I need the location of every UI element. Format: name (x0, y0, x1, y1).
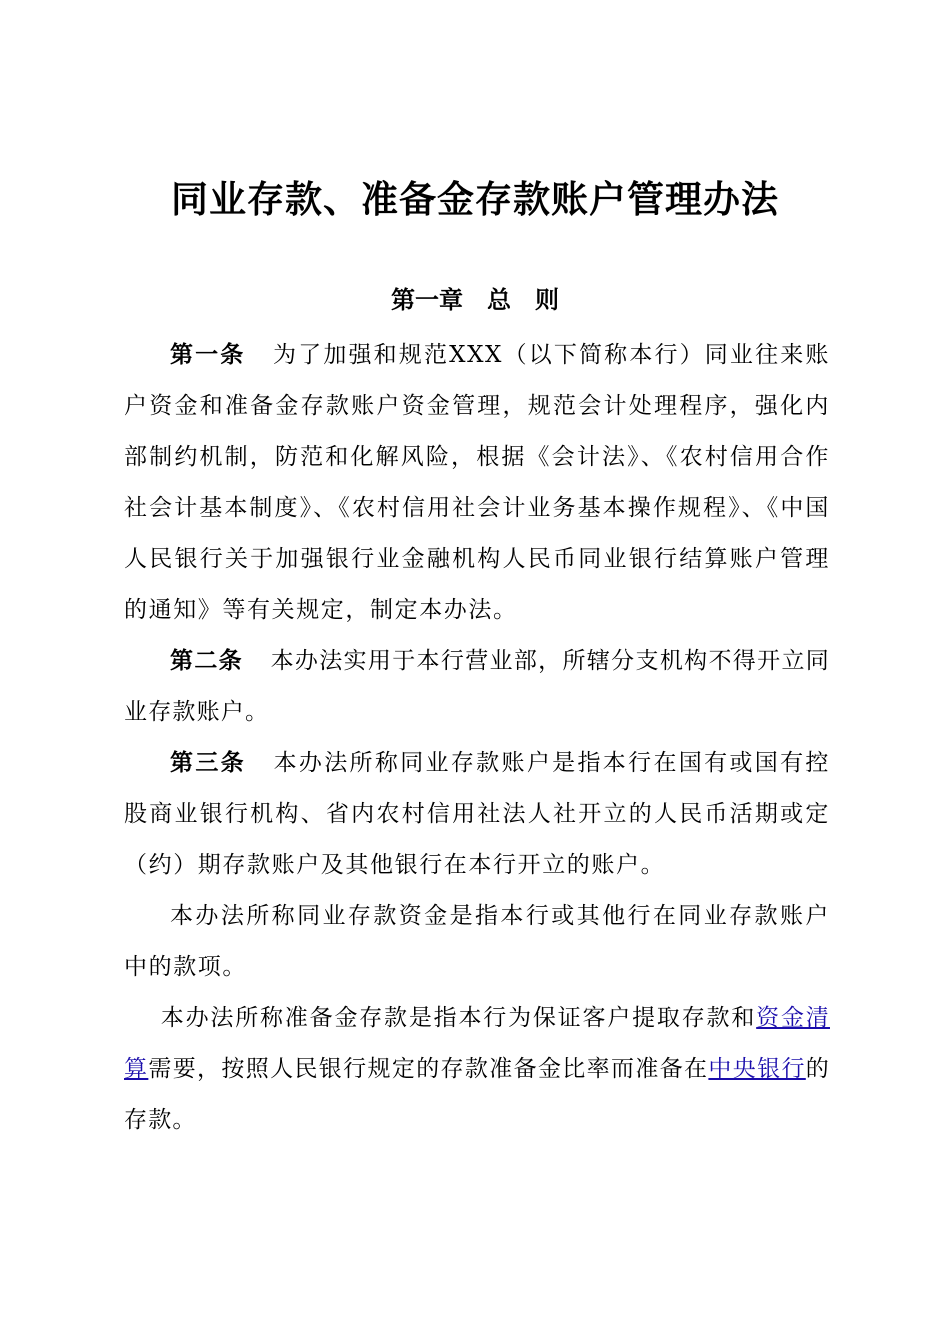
article-2-label: 第二条 (170, 648, 243, 674)
reserve-text-before: 本办法所称准备金存款是指本行为保证客户提取存款和 (160, 1005, 757, 1031)
reserve-text-middle: 需要，按照人民银行规定的存款准备金比率而准备在 (148, 1056, 709, 1082)
article-1-text: 为了加强和规范XXX（以下简称本行）同业往来账户资金和准备金存款账户资金管理，规范会计处理程序，强化内部制约机制，防范和化解风险，根据《会计法》、《农村信用合作社会计基本制度》、《农村信用社会计业务基本操作规程》、《中国人民银行关于加强银行业金融机构人民币同业银行结算账户管理的通知》等有关规定，制定本办法。 (124, 342, 830, 623)
article-1 (124, 330, 830, 636)
article-3-label: 第三条 (170, 750, 246, 776)
article-1-label: 第一条 (170, 342, 246, 368)
document-body (124, 330, 830, 1146)
article-3 (124, 738, 830, 891)
paragraph-reserve-deposit (124, 993, 830, 1146)
article-2-text: 本办法实用于本行营业部，所辖分支机构不得开立同业存款账户。 (124, 648, 830, 725)
link-central-bank[interactable]: 中央银行 (708, 1056, 806, 1082)
article-3-text: 本办法所称同业存款账户是指本行在国有或国有控股商业银行机构、省内农村信用社法人社开立的人民币活期或定（约）期存款账户及其他银行在本行开立的账户。 (124, 750, 830, 878)
link-fund-clearing[interactable]: 资金清算 (124, 1005, 830, 1082)
document-title: 同业存款、准备金存款账户管理办法 (171, 178, 779, 221)
paragraph-interbank-funds: 本办法所称同业存款资金是指本行或其他行在同业存款账户中的款项。 (124, 903, 830, 980)
article-2 (124, 636, 830, 738)
reserve-text-after: 的存款。 (124, 1056, 830, 1133)
chapter-heading: 第一章 总 则 (391, 286, 559, 314)
